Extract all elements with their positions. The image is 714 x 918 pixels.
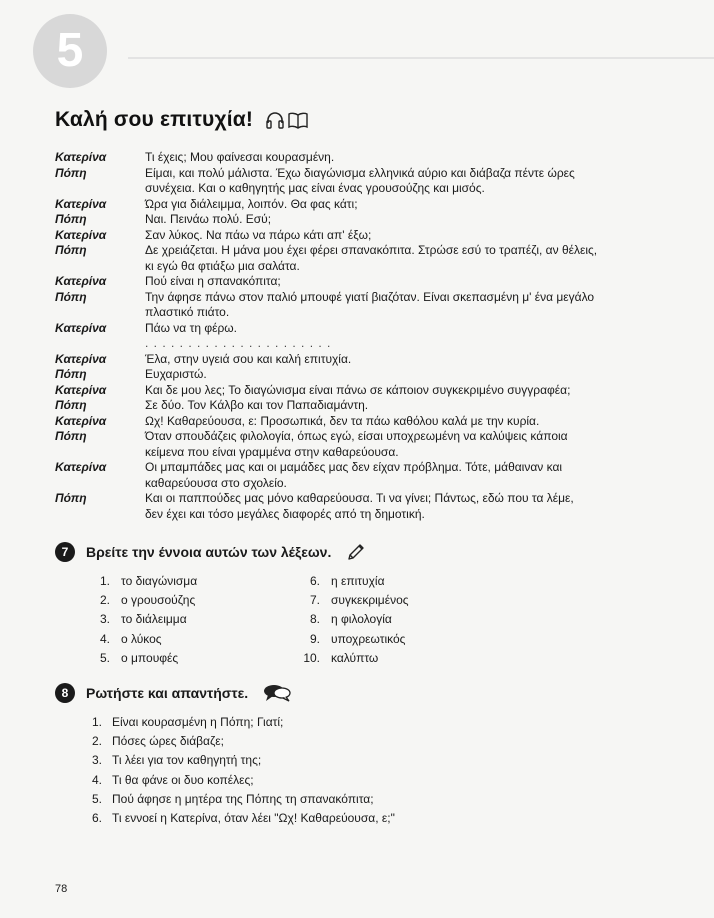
speaker-name xyxy=(55,507,145,523)
vocab-word: συγκεκριμένος xyxy=(331,592,409,607)
dialogue-line xyxy=(55,212,665,228)
dialogue-line xyxy=(55,507,665,523)
dialogue-line xyxy=(55,197,665,213)
vocab-row xyxy=(82,610,502,629)
speaker-name: Κατερίνα xyxy=(55,382,107,397)
dialogue-line xyxy=(55,476,665,492)
question-text: Τι εννοεί η Κατερίνα, όταν λέει "Ωχ! Καθαρεύουσα, ε;" xyxy=(112,811,395,826)
speech-text: Ωχ! Καθαρεύουσα, ε: Προσωπικά, δεν τα πάω καθόλου καλά με την κυρία. xyxy=(145,413,540,428)
speaker-name xyxy=(55,305,145,321)
question-list xyxy=(82,712,395,828)
unit-number: 5 xyxy=(56,24,84,77)
vocab-row xyxy=(82,590,502,609)
vocab-number: 3. xyxy=(99,612,110,627)
question-number: 6. xyxy=(91,811,102,826)
speaker-name: Πόπη xyxy=(55,289,87,304)
speech-text: Σαν λύκος. Να πάω να πάρω κάτι απ' έξω; xyxy=(145,227,372,242)
speech-text: Τι έχεις; Μου φαίνεσαι κουρασμένη. xyxy=(145,150,335,164)
question-text: Πού άφησε η μητέρα της Πόπης τη σπανακόπιτα; xyxy=(112,791,374,806)
vocab-number: 4. xyxy=(99,631,110,646)
exercise-7-heading xyxy=(55,541,367,563)
question-item xyxy=(82,751,395,770)
dialogue-line xyxy=(55,367,665,383)
vocabulary-list xyxy=(82,571,502,667)
dialogue-line xyxy=(55,460,665,476)
speaker-name xyxy=(55,445,145,461)
vocab-number: 9. xyxy=(309,631,320,646)
dialogue-line xyxy=(55,150,665,166)
dialogue-line xyxy=(55,321,665,337)
speaker-name xyxy=(55,476,145,492)
speech-text: Είμαι, και πολύ μάλιστα. Έχω διαγώνισμα ελληνικά αύριο και διάβαζα πέντε ώρες xyxy=(145,165,575,180)
speech-text: δεν έχει και τόσο μεγάλες διαφορές από τη δημοτική. xyxy=(145,506,425,521)
vocab-word: η φιλολογία xyxy=(331,612,392,627)
question-item xyxy=(82,808,395,827)
speaker-name: Πόπη xyxy=(55,491,87,505)
speech-text: Ευχαριστώ. xyxy=(145,367,207,381)
speech-text: Και οι παππούδες μας μόνο καθαρεύουσα. Τι να γίνει; Πάντως, εδώ που τα λέμε, xyxy=(145,491,574,505)
question-item xyxy=(82,789,395,808)
speaker-name: Πόπη xyxy=(55,212,87,226)
question-number: 5. xyxy=(91,791,102,806)
speech-text: Και δε μου λες; Το διαγώνισμα είναι πάνω σε κάποιον συγκεκριμένο συγγραφέα; xyxy=(145,382,571,397)
dialogue-line xyxy=(55,352,665,368)
question-number: 3. xyxy=(91,753,102,768)
speech-text: πλαστικό πιάτο. xyxy=(145,305,230,319)
vocab-number: 2. xyxy=(99,592,110,607)
pencil-icon xyxy=(345,541,367,563)
book-icon xyxy=(287,111,309,129)
speaker-name: Πόπη xyxy=(55,429,87,443)
speech-text: Οι μπαμπάδες μας και οι μαμάδες μας δεν είχαν πρόβλημα. Τότε, μάθαιναν και xyxy=(145,460,563,474)
speaker-name: Πόπη xyxy=(55,243,87,257)
vocab-number: 6. xyxy=(309,573,320,588)
lesson-title: Καλή σου επιτυχία! xyxy=(55,108,254,131)
question-text: Τι θα φάνε οι δυο κοπέλες; xyxy=(112,772,254,787)
exercise-7-number: 7 xyxy=(55,542,75,562)
header-rule xyxy=(128,57,714,59)
speech-text: κι εγώ θα φτιάξω μια σαλάτα. xyxy=(145,258,300,273)
speech-text: Πού είναι η σπανακόπιτα; xyxy=(145,274,281,288)
vocab-row xyxy=(82,648,502,667)
question-item xyxy=(82,731,395,750)
speech-text: καθαρεύουσα στο σχολείο. xyxy=(145,475,287,490)
vocab-word: η επιτυχία xyxy=(331,573,385,588)
question-number: 1. xyxy=(91,714,102,729)
vocab-row xyxy=(82,629,502,648)
speech-text: Την άφησε πάνω στον παλιό μπουφέ γιατί βιαζόταν. Είναι σκεπασμένη μ' ένα μεγάλο xyxy=(145,289,595,304)
vocab-word: υποχρεωτικός xyxy=(331,631,406,646)
dialogue-line xyxy=(55,429,665,445)
exercise-8-number: 8 xyxy=(55,683,75,703)
speaker-name: Πόπη xyxy=(55,165,87,180)
speaker-name: Κατερίνα xyxy=(55,196,107,211)
speech-text: Δε χρειάζεται. Η μάνα μου έχει φέρει σπανακόπιτα. Στρώσε εσύ το τραπέζι, αν θέλεις, xyxy=(145,243,598,257)
vocab-number: 10. xyxy=(303,650,320,665)
speaker-name xyxy=(55,181,145,197)
speech-text: κείμενα που είναι γραμμένα στην καθαρεύουσα. xyxy=(145,444,399,459)
speaker-name: Κατερίνα xyxy=(55,227,107,242)
dialogue-line xyxy=(55,259,665,275)
speech-bubbles-icon xyxy=(262,683,292,703)
question-text: Τι λέει για τον καθηγητή της; xyxy=(112,753,262,768)
speaker-name: Κατερίνα xyxy=(55,413,107,428)
vocab-number: 5. xyxy=(99,650,110,665)
speech-text: Έλα, στην υγειά σου και καλή επιτυχία. xyxy=(145,351,352,366)
dialogue-line xyxy=(55,383,665,399)
audio-text-icons xyxy=(265,111,309,129)
speaker-name: Κατερίνα xyxy=(55,351,107,366)
question-item xyxy=(82,712,395,731)
dialogue-line xyxy=(55,166,665,182)
dialogue-line xyxy=(55,243,665,259)
dialogue-line xyxy=(55,305,665,321)
question-number: 4. xyxy=(91,772,102,787)
speaker-name: Κατερίνα xyxy=(55,150,107,164)
unit-number-badge xyxy=(33,14,107,88)
speech-text: συνέχεια. Και ο καθηγητής μας είναι ένας γρουσούζης και μισός. xyxy=(145,181,485,195)
vocab-word: ο λύκος xyxy=(121,631,162,646)
dialogue-line xyxy=(55,181,665,197)
dialogue-line xyxy=(55,398,665,414)
question-text: Είναι κουρασμένη η Πόπη; Γιατί; xyxy=(112,714,284,729)
question-item xyxy=(82,770,395,789)
dialogue-line xyxy=(55,445,665,461)
dialogue-line xyxy=(55,491,665,507)
speech-text: Πάω να τη φέρω. xyxy=(145,320,237,335)
speaker-name: Πόπη xyxy=(55,367,87,381)
dialogue-part-2 xyxy=(55,352,665,523)
question-number: 2. xyxy=(91,733,102,748)
headphones-icon xyxy=(265,111,285,129)
speaker-name: Κατερίνα xyxy=(55,320,107,335)
speech-text: Ώρα για διάλειμμα, λοιπόν. Θα φας κάτι; xyxy=(145,196,358,211)
speech-text: Σε δύο. Τον Κάλβο και τον Παπαδιαμάντη. xyxy=(145,398,369,412)
dialogue-line xyxy=(55,290,665,306)
vocab-word: ο γρουσούζης xyxy=(121,592,196,607)
exercise-8-title: Ρωτήστε και απαντήστε. xyxy=(86,685,249,701)
speech-text: Όταν σπουδάζεις φιλολογία, όπως εγώ, είσαι υποχρεωμένη να καλύψεις κάποια xyxy=(145,429,568,443)
question-text: Πόσες ώρες διάβαζε; xyxy=(112,733,224,748)
vocab-number: 8. xyxy=(309,612,320,627)
page-number: 78 xyxy=(55,883,68,895)
dialogue-line xyxy=(55,274,665,290)
vocab-word: το διαγώνισμα xyxy=(121,573,198,588)
speaker-name xyxy=(55,259,145,275)
vocab-number: 1. xyxy=(99,573,110,588)
vocab-row xyxy=(82,571,502,590)
speaker-name: Κατερίνα xyxy=(55,460,107,474)
dialogue xyxy=(55,150,665,522)
vocab-word: το διάλειμμα xyxy=(121,612,187,627)
lesson-title-row xyxy=(55,108,309,132)
exercise-8-heading xyxy=(55,683,292,703)
speaker-name: Πόπη xyxy=(55,398,87,412)
vocab-word: καλύπτω xyxy=(331,650,379,665)
dialogue-ellipsis: . . . . . . . . . . . . . . . . . . . . . . xyxy=(145,336,332,350)
dialogue-line xyxy=(55,414,665,430)
vocab-number: 7. xyxy=(309,592,320,607)
exercise-7-title: Βρείτε την έννοια αυτών των λέξεων. xyxy=(86,544,332,560)
vocab-word: ο μπουφές xyxy=(121,650,179,665)
dialogue-line xyxy=(55,228,665,244)
speech-text: Ναι. Πεινάω πολύ. Εσύ; xyxy=(145,212,272,226)
speaker-name: Κατερίνα xyxy=(55,274,107,288)
dialogue-part-1 xyxy=(55,150,665,336)
